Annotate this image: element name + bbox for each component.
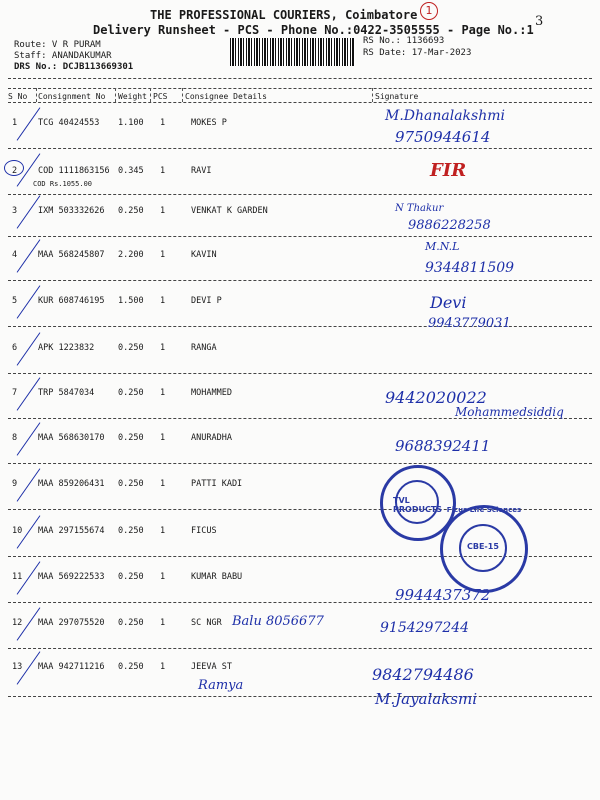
divider [8, 148, 592, 149]
row-weight: 1.500 [118, 296, 144, 306]
row-consignee: FICUS [191, 526, 217, 536]
col-sno: S No [8, 92, 28, 101]
row-consignee: DEVI P [191, 296, 222, 306]
row-weight: 0.345 [118, 166, 144, 176]
table-row [8, 427, 592, 473]
tick-mark [17, 239, 41, 272]
signature: Ramya [198, 678, 244, 693]
row-consignment: MAA 942711216 [38, 662, 105, 672]
signature: 9442020022 [385, 388, 487, 407]
col-sep [36, 88, 37, 102]
rs-date: RS Date: 17-Mar-2023 [363, 48, 472, 58]
signature: Mohammedsiddiq [455, 405, 564, 419]
row-pcs: 1 [160, 296, 166, 306]
staff: Staff: ANANDAKUMAR [14, 51, 112, 61]
row-pcs: 1 [160, 433, 166, 443]
row-consignment: KUR 608746195 [38, 296, 105, 306]
col-consignee: Consignee Details [185, 92, 267, 101]
signature: Devi [430, 293, 467, 312]
row-sno: 3 [12, 206, 18, 216]
row-pcs: 1 [160, 250, 166, 260]
row-pcs: 1 [160, 572, 166, 582]
row-consignment: COD 1111863156 [38, 166, 110, 176]
row-sno: 8 [12, 433, 18, 443]
row-weight: 0.250 [118, 572, 144, 582]
row-weight: 2.200 [118, 250, 144, 260]
col-sep [115, 88, 116, 102]
company-title: THE PROFESSIONAL COURIERS, Coimbatore [150, 8, 418, 22]
drs-no: DRS No.: DCJB113669301 [14, 62, 134, 72]
runsheet-title: Delivery Runsheet - PCS - Phone No.:0422-3505555 - Page No.:1 [93, 23, 534, 37]
divider [8, 373, 592, 374]
col-pcs: PCS [153, 92, 168, 101]
signature: M.N.L [425, 240, 460, 253]
signature: 9943779031 [428, 316, 511, 331]
tick-mark [17, 377, 41, 410]
row-consignment: IXM 503332626 [38, 206, 105, 216]
table-row [8, 200, 592, 246]
divider [8, 236, 592, 237]
divider [8, 463, 592, 464]
row-weight: 0.250 [118, 526, 144, 536]
row-pcs: 1 [160, 662, 166, 672]
tick-mark [17, 107, 41, 140]
rs-no: RS No.: 1136693 [363, 36, 445, 46]
row-consignment: MAA 297075520 [38, 618, 105, 628]
row-pcs: 1 [160, 388, 166, 398]
row-weight: 0.250 [118, 433, 144, 443]
row-sno: 1 [12, 118, 18, 128]
col-weight: Weight [118, 92, 147, 101]
row-consignee: ANURADHA [191, 433, 232, 443]
row-weight: 1.100 [118, 118, 144, 128]
col-sep [182, 88, 183, 102]
row-weight: 0.250 [118, 206, 144, 216]
signature: M.Dhanalakshmi [385, 108, 505, 124]
row-consignment: MAA 568245807 [38, 250, 105, 260]
signature: 9750944614 [395, 128, 491, 146]
tick-mark [17, 332, 41, 365]
row-sno: 5 [12, 296, 18, 306]
tick-mark [17, 422, 41, 455]
table-row [8, 158, 592, 204]
tvl-products-stamp: TVL PRODUCTS [380, 465, 456, 541]
col-sep [150, 88, 151, 102]
row-pcs: 1 [160, 343, 166, 353]
cod-amount: COD Rs.1055.00 [33, 180, 93, 188]
row-pcs: 1 [160, 526, 166, 536]
row-sno: 6 [12, 343, 18, 353]
circled-mark: 1 [420, 2, 438, 20]
row-consignment: MAA 297155674 [38, 526, 105, 536]
row-sno: 4 [12, 250, 18, 260]
row-consignee: MOKES P [191, 118, 227, 128]
row-consignment: TCG 40424553 [38, 118, 100, 128]
col-sep [372, 88, 373, 102]
divider [8, 602, 592, 603]
row-consignment: MAA 569222533 [38, 572, 105, 582]
signature: N Thakur [395, 203, 444, 214]
tick-mark [17, 468, 41, 501]
row-consignment: APK 1223832 [38, 343, 95, 353]
divider [8, 696, 592, 697]
signature: Balu 8056677 [232, 614, 324, 629]
signature: 9688392411 [395, 437, 491, 455]
row-pcs: 1 [160, 618, 166, 628]
ficus-life-sciences-stamp: Ficus Life Sciences CBE-15 [440, 505, 528, 593]
signature: 9154297244 [380, 620, 470, 636]
row-sno: 9 [12, 479, 18, 489]
signature: 9886228258 [408, 218, 491, 233]
row-weight: 0.250 [118, 388, 144, 398]
row-weight: 0.250 [118, 662, 144, 672]
row-weight: 0.250 [118, 343, 144, 353]
signature: FIR [430, 160, 467, 181]
route: Route: V R PURAM [14, 40, 101, 50]
row-consignee: MOHAMMED [191, 388, 232, 398]
signature: M.Jayalaksmi [375, 690, 478, 708]
tick-mark [17, 195, 41, 228]
signature: 9944437372 [395, 586, 491, 604]
row-sno: 7 [12, 388, 18, 398]
row-consignee: JEEVA ST [191, 662, 232, 672]
barcode [230, 38, 355, 66]
row-consignee: RANGA [191, 343, 217, 353]
row-pcs: 1 [160, 118, 166, 128]
row-sno: 13 [12, 662, 23, 672]
circled-row-mark [4, 160, 24, 176]
row-sno: 10 [12, 526, 23, 536]
col-signature: Signature [375, 92, 419, 101]
signature: 9344811509 [425, 260, 515, 276]
row-pcs: 1 [160, 479, 166, 489]
row-weight: 0.250 [118, 479, 144, 489]
row-consignee: KUMAR BABU [191, 572, 243, 582]
corner-mark: 3 [535, 14, 544, 29]
row-consignment: TRP 5847034 [38, 388, 95, 398]
divider [8, 648, 592, 649]
row-weight: 0.250 [118, 618, 144, 628]
row-sno: 11 [12, 572, 23, 582]
row-pcs: 1 [160, 206, 166, 216]
row-pcs: 1 [160, 166, 166, 176]
row-sno: 12 [12, 618, 23, 628]
row-consignment: MAA 568630170 [38, 433, 105, 443]
row-sno: 2 [12, 166, 18, 176]
divider [8, 194, 592, 195]
row-consignee: KAVIN [191, 250, 217, 260]
row-consignee: VENKAT K GARDEN [191, 206, 268, 216]
row-consignment: MAA 859206431 [38, 479, 105, 489]
signature: 9842794486 [372, 665, 474, 684]
divider [8, 78, 592, 79]
tick-mark [17, 285, 41, 318]
row-consignee: RAVI [191, 166, 212, 176]
divider [8, 280, 592, 281]
row-consignee: PATTI KADI [191, 479, 243, 489]
divider [8, 102, 592, 103]
table-row [8, 337, 592, 383]
col-consignment: Consignment No [38, 92, 106, 101]
row-consignee: SC NGR [191, 618, 222, 628]
divider [8, 88, 592, 89]
